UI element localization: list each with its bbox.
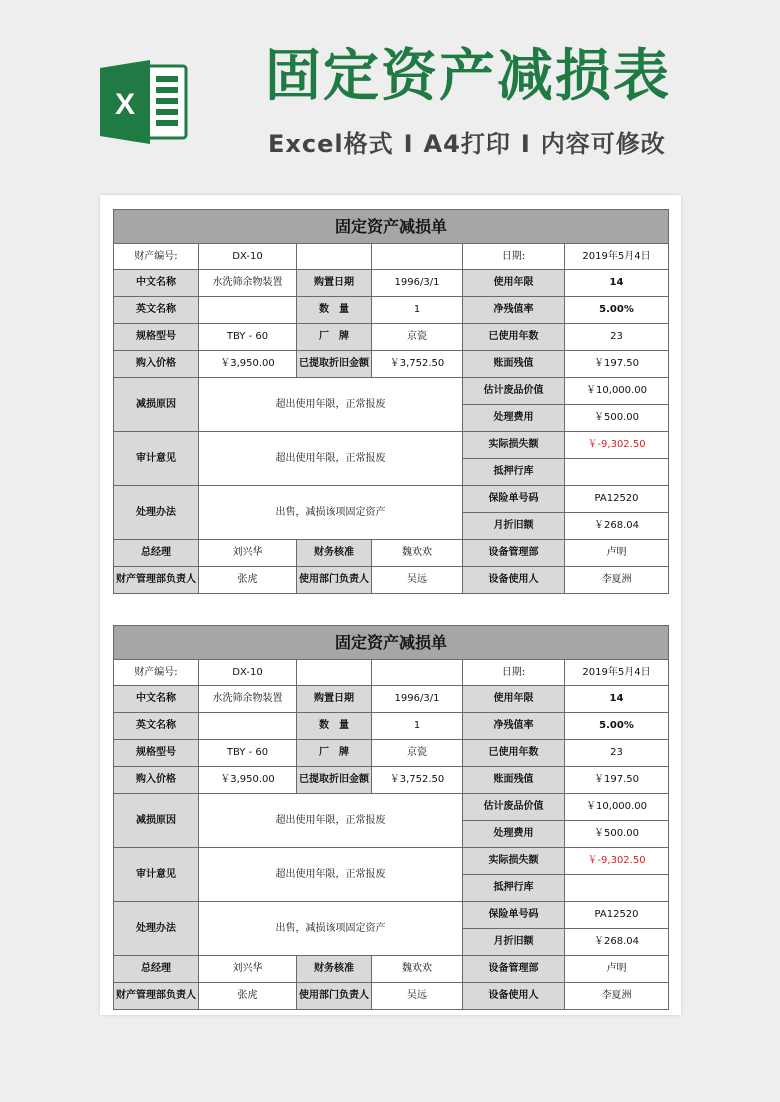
asset-no-value[interactable]: DX-10 — [199, 244, 297, 270]
brand-label: 厂 牌 — [297, 740, 372, 767]
empty-cell[interactable] — [297, 244, 372, 270]
finance-value[interactable]: 魏欢欢 — [372, 956, 463, 983]
cn-name-value[interactable]: 水洗筛余物装置 — [199, 686, 297, 713]
book-value-label: 账面残值 — [463, 767, 565, 794]
equip-manager-value[interactable]: 卢明 — [565, 540, 669, 567]
loss-reason-value[interactable]: 超出使用年限，正常报废 — [199, 794, 463, 848]
user-dept-label: 使用部门负责人 — [297, 983, 372, 1010]
book-value-label: 账面残值 — [463, 351, 565, 378]
equip-user-value[interactable]: 李夏洲 — [565, 983, 669, 1010]
offset-value[interactable] — [565, 459, 669, 486]
gm-label: 总经理 — [114, 956, 199, 983]
handling-fee-label: 处理费用 — [463, 405, 565, 432]
form-title: 固定资产减损单 — [114, 210, 669, 244]
method-label: 处理办法 — [114, 902, 199, 956]
page-title: 固定资产减损表 — [265, 44, 671, 109]
en-name-value[interactable] — [199, 713, 297, 740]
excel-logo-icon — [98, 58, 188, 146]
depreciation-label: 已提取折旧金额 — [297, 767, 372, 794]
equip-manager-label: 设备管理部 — [463, 540, 565, 567]
en-name-label: 英文名称 — [114, 297, 199, 324]
scrap-value-label: 估计废品价值 — [463, 794, 565, 821]
asset-no-value[interactable]: DX-10 — [199, 660, 297, 686]
service-life-value[interactable]: 14 — [565, 686, 669, 713]
purchase-date-value[interactable]: 1996/3/1 — [372, 686, 463, 713]
method-label: 处理办法 — [114, 486, 199, 540]
empty-cell[interactable] — [372, 244, 463, 270]
years-used-value[interactable]: 23 — [565, 324, 669, 351]
empty-cell[interactable] — [372, 660, 463, 686]
book-value-value[interactable]: ￥197.50 — [565, 767, 669, 794]
scrap-value-label: 估计废品价值 — [463, 378, 565, 405]
date-value[interactable]: 2019年5月4日 — [565, 660, 669, 686]
gm-value[interactable]: 刘兴华 — [199, 540, 297, 567]
monthly-dep-value[interactable]: ￥268.04 — [565, 929, 669, 956]
years-used-label: 已使用年数 — [463, 740, 565, 767]
policy-label: 保险单号码 — [463, 486, 565, 513]
service-life-label: 使用年限 — [463, 686, 565, 713]
quantity-value[interactable]: 1 — [372, 297, 463, 324]
quantity-value[interactable]: 1 — [372, 713, 463, 740]
residual-rate-label: 净残值率 — [463, 713, 565, 740]
actual-loss-label: 实际损失额 — [463, 432, 565, 459]
logo-letter: X — [114, 88, 136, 121]
asset-loss-form-copy — [113, 625, 669, 1010]
depreciation-value[interactable]: ￥3,752.50 — [372, 351, 463, 378]
gm-value[interactable]: 刘兴华 — [199, 956, 297, 983]
years-used-label: 已使用年数 — [463, 324, 565, 351]
actual-loss-label: 实际损失额 — [463, 848, 565, 875]
depreciation-label: 已提取折旧金额 — [297, 351, 372, 378]
service-life-label: 使用年限 — [463, 270, 565, 297]
finance-label: 财务核准 — [297, 956, 372, 983]
cn-name-label: 中文名称 — [114, 270, 199, 297]
price-label: 购入价格 — [114, 767, 199, 794]
equip-user-label: 设备使用人 — [463, 567, 565, 594]
asset-dept-label: 财产管理部负责人 — [114, 983, 199, 1010]
loss-reason-label: 减损原因 — [114, 378, 199, 432]
offset-label: 抵押行库 — [463, 875, 565, 902]
asset-loss-form — [113, 209, 669, 594]
residual-rate-label: 净残值率 — [463, 297, 565, 324]
asset-no-label: 财产编号: — [114, 244, 199, 270]
policy-label: 保险单号码 — [463, 902, 565, 929]
residual-rate-value[interactable]: 5.00% — [565, 297, 669, 324]
asset-dept-label: 财产管理部负责人 — [114, 567, 199, 594]
handling-fee-value[interactable]: ￥500.00 — [565, 405, 669, 432]
equip-user-value[interactable]: 李夏洲 — [565, 567, 669, 594]
loss-reason-label: 减损原因 — [114, 794, 199, 848]
service-life-value[interactable]: 14 — [565, 270, 669, 297]
actual-loss-value[interactable]: ￥-9,302.50 — [565, 432, 669, 459]
asset-dept-value[interactable]: 张虎 — [199, 983, 297, 1010]
offset-value[interactable] — [565, 875, 669, 902]
asset-dept-value[interactable]: 张虎 — [199, 567, 297, 594]
model-value[interactable]: TBY - 60 — [199, 324, 297, 351]
subtitle-print: A4打印 — [423, 130, 511, 158]
en-name-label: 英文名称 — [114, 713, 199, 740]
form-title: 固定资产减损单 — [114, 626, 669, 660]
scrap-value-value[interactable]: ￥10,000.00 — [565, 794, 669, 821]
depreciation-value[interactable]: ￥3,752.50 — [372, 767, 463, 794]
residual-rate-value[interactable]: 5.00% — [565, 713, 669, 740]
cn-name-value[interactable]: 水洗筛余物装置 — [199, 270, 297, 297]
date-label: 日期: — [463, 660, 565, 686]
subtitle-separator: I — [403, 130, 414, 158]
brand-label: 厂 牌 — [297, 324, 372, 351]
date-value[interactable]: 2019年5月4日 — [565, 244, 669, 270]
quantity-label: 数 量 — [297, 713, 372, 740]
model-label: 规格型号 — [114, 324, 199, 351]
method-value[interactable]: 出售，减损该项固定资产 — [199, 486, 463, 540]
subtitle-editable: 内容可修改 — [540, 130, 666, 158]
equip-manager-label: 设备管理部 — [463, 956, 565, 983]
monthly-dep-value[interactable]: ￥268.04 — [565, 513, 669, 540]
cn-name-label: 中文名称 — [114, 686, 199, 713]
audit-value[interactable]: 超出使用年限，正常报废 — [199, 848, 463, 902]
purchase-date-label: 购置日期 — [297, 270, 372, 297]
user-dept-label: 使用部门负责人 — [297, 567, 372, 594]
brand-value[interactable]: 京瓷 — [372, 740, 463, 767]
en-name-value[interactable] — [199, 297, 297, 324]
price-label: 购入价格 — [114, 351, 199, 378]
user-dept-value[interactable]: 吴远 — [372, 983, 463, 1010]
model-value[interactable]: TBY - 60 — [199, 740, 297, 767]
audit-label: 审计意见 — [114, 848, 199, 902]
model-label: 规格型号 — [114, 740, 199, 767]
handling-fee-label: 处理费用 — [463, 821, 565, 848]
monthly-dep-label: 月折旧额 — [463, 929, 565, 956]
offset-label: 抵押行库 — [463, 459, 565, 486]
document-page — [100, 195, 681, 1015]
equip-manager-value[interactable]: 卢明 — [565, 956, 669, 983]
loss-reason-value[interactable]: 超出使用年限，正常报废 — [199, 378, 463, 432]
method-value[interactable]: 出售，减损该项固定资产 — [199, 902, 463, 956]
handling-fee-value[interactable]: ￥500.00 — [565, 821, 669, 848]
brand-value[interactable]: 京瓷 — [372, 324, 463, 351]
purchase-date-label: 购置日期 — [297, 686, 372, 713]
years-used-value[interactable]: 23 — [565, 740, 669, 767]
page-subtitle — [268, 124, 666, 159]
monthly-dep-label: 月折旧额 — [463, 513, 565, 540]
purchase-date-value[interactable]: 1996/3/1 — [372, 270, 463, 297]
finance-value[interactable]: 魏欢欢 — [372, 540, 463, 567]
policy-value[interactable]: PA12520 — [565, 486, 669, 513]
asset-no-label: 财产编号: — [114, 660, 199, 686]
quantity-label: 数 量 — [297, 297, 372, 324]
scrap-value-value[interactable]: ￥10,000.00 — [565, 378, 669, 405]
audit-value[interactable]: 超出使用年限，正常报废 — [199, 432, 463, 486]
user-dept-value[interactable]: 吴远 — [372, 567, 463, 594]
audit-label: 审计意见 — [114, 432, 199, 486]
empty-cell[interactable] — [297, 660, 372, 686]
gm-label: 总经理 — [114, 540, 199, 567]
price-value[interactable]: ￥3,950.00 — [199, 351, 297, 378]
price-value[interactable]: ￥3,950.00 — [199, 767, 297, 794]
subtitle-separator: I — [520, 130, 531, 158]
finance-label: 财务核准 — [297, 540, 372, 567]
actual-loss-value[interactable]: ￥-9,302.50 — [565, 848, 669, 875]
policy-value[interactable]: PA12520 — [565, 902, 669, 929]
equip-user-label: 设备使用人 — [463, 983, 565, 1010]
book-value-value[interactable]: ￥197.50 — [565, 351, 669, 378]
subtitle-format: Excel格式 — [268, 130, 394, 158]
date-label: 日期: — [463, 244, 565, 270]
